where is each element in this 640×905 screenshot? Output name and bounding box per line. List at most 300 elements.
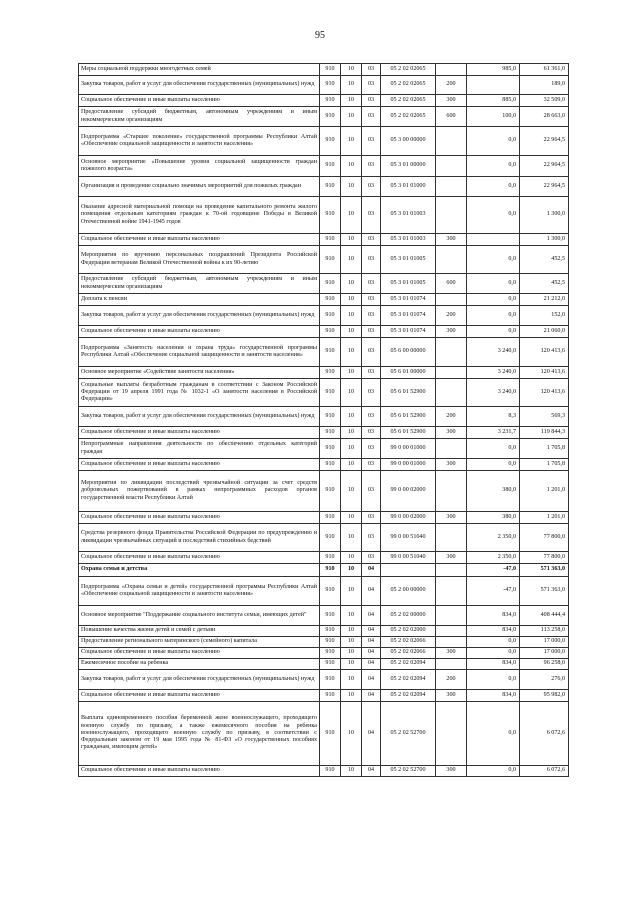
expense-name-cell: Охрана семьи и детства <box>79 564 320 577</box>
table-row <box>79 107 569 127</box>
table-row <box>79 156 569 177</box>
ministry-code-cell: 910 <box>320 659 341 670</box>
expense-type-cell <box>436 702 467 766</box>
total-sum-cell: 77 800,0 <box>520 552 569 564</box>
expense-type-cell: 200 <box>436 306 467 326</box>
subsection-code-cell: 03 <box>362 156 381 177</box>
total-sum-cell: 120 413,6 <box>520 367 569 379</box>
subsection-code-cell: 03 <box>362 427 381 439</box>
expense-type-cell <box>436 379 467 407</box>
expense-name-cell: Подпрограмма «Охрана семьи и детей» государственной программы Республики Алтай «Обеспечение социальной защищенности и занятости населения» <box>79 577 320 606</box>
subsection-code-cell: 04 <box>362 659 381 670</box>
subsection-code-cell: 03 <box>362 197 381 234</box>
expense-type-cell <box>436 471 467 512</box>
target-article-cell: 05 2 02 02094 <box>381 659 436 670</box>
target-article-cell: 05 2 02 02094 <box>381 690 436 702</box>
total-sum-cell: 22 964,5 <box>520 156 569 177</box>
expense-type-cell: 200 <box>436 670 467 690</box>
table-row <box>79 379 569 407</box>
table-row <box>79 766 569 777</box>
subsection-code-cell: 03 <box>362 471 381 512</box>
ministry-code-cell: 910 <box>320 177 341 197</box>
ministry-code-cell: 910 <box>320 246 341 274</box>
section-code-cell: 10 <box>341 702 362 766</box>
amendment-sum-cell <box>467 234 520 246</box>
expense-name-cell: Закупка товаров, работ и услуг для обеспечения государственных (муниципальных) нужд <box>79 306 320 326</box>
expense-name-cell: Повышение качества жизни детей и семей с детьми <box>79 626 320 637</box>
expense-type-cell <box>436 177 467 197</box>
amendment-sum-cell: 834,0 <box>467 690 520 702</box>
amendment-sum-cell: 380,0 <box>467 512 520 524</box>
expense-name-cell: Закупка товаров, работ и услуг для обеспечения государственных (муниципальных) нужд <box>79 670 320 690</box>
expense-name-cell: Основное мероприятие "Поддержание социального института семьи, имеющих детей" <box>79 606 320 626</box>
subsection-code-cell: 04 <box>362 637 381 648</box>
target-article-cell: 05 6 01 00000 <box>381 367 436 379</box>
table-row <box>79 177 569 197</box>
total-sum-cell: 96 258,0 <box>520 659 569 670</box>
section-code-cell: 10 <box>341 439 362 459</box>
section-code-cell: 10 <box>341 690 362 702</box>
subsection-code-cell: 03 <box>362 439 381 459</box>
table-row <box>79 471 569 512</box>
amendment-sum-cell: 3 240,0 <box>467 338 520 367</box>
subsection-code-cell: 03 <box>362 459 381 471</box>
budget-table <box>78 63 569 777</box>
section-code-cell: 10 <box>341 459 362 471</box>
total-sum-cell: 28 663,0 <box>520 107 569 127</box>
table-row <box>79 690 569 702</box>
amendment-sum-cell: 0,0 <box>467 702 520 766</box>
expense-type-cell: 600 <box>436 274 467 294</box>
subsection-code-cell: 03 <box>362 76 381 95</box>
expense-type-cell <box>436 64 467 76</box>
section-code-cell: 10 <box>341 294 362 306</box>
amendment-sum-cell: 0,0 <box>467 294 520 306</box>
total-sum-cell: 1 705,8 <box>520 439 569 459</box>
total-sum-cell: 22 964,5 <box>520 127 569 156</box>
expense-type-cell: 200 <box>436 76 467 95</box>
total-sum-cell: 120 413,6 <box>520 379 569 407</box>
section-code-cell: 10 <box>341 367 362 379</box>
expense-type-cell: 300 <box>436 552 467 564</box>
subsection-code-cell: 03 <box>362 234 381 246</box>
expense-name-cell: Мероприятия по ликвидации последствий чрезвычайной ситуации за счет средств добровольных пожертвований в рамках непрограммных расходов органов государственной власти Республики Алтай <box>79 471 320 512</box>
ministry-code-cell: 910 <box>320 338 341 367</box>
section-code-cell: 10 <box>341 338 362 367</box>
ministry-code-cell: 910 <box>320 459 341 471</box>
amendment-sum-cell: 0,0 <box>467 156 520 177</box>
target-article-cell: 05 3 01 01005 <box>381 274 436 294</box>
total-sum-cell: 61 361,0 <box>520 64 569 76</box>
target-article-cell: 05 3 01 01005 <box>381 246 436 274</box>
ministry-code-cell: 910 <box>320 427 341 439</box>
target-article-cell: 05 3 01 01074 <box>381 306 436 326</box>
amendment-sum-cell: 0,0 <box>467 439 520 459</box>
target-article-cell: 99 0 00 51040 <box>381 552 436 564</box>
expense-type-cell: 300 <box>436 459 467 471</box>
subsection-code-cell: 03 <box>362 294 381 306</box>
section-code-cell: 10 <box>341 156 362 177</box>
expense-type-cell <box>436 659 467 670</box>
expense-type-cell <box>436 367 467 379</box>
total-sum-cell: 152,0 <box>520 306 569 326</box>
table-row <box>79 234 569 246</box>
expense-name-cell: Основное мероприятие «Повышение уровня социальной защищенности граждан пожилого возраста» <box>79 156 320 177</box>
section-code-cell: 10 <box>341 95 362 107</box>
amendment-sum-cell: -47,0 <box>467 564 520 577</box>
expense-type-cell <box>436 577 467 606</box>
section-code-cell: 10 <box>341 107 362 127</box>
section-code-cell: 10 <box>341 76 362 95</box>
ministry-code-cell: 910 <box>320 552 341 564</box>
amendment-sum-cell: 0,0 <box>467 637 520 648</box>
expense-type-cell <box>436 626 467 637</box>
expense-type-cell: 300 <box>436 326 467 338</box>
section-code-cell: 10 <box>341 234 362 246</box>
section-code-cell: 10 <box>341 326 362 338</box>
ministry-code-cell: 910 <box>320 294 341 306</box>
target-article-cell: 05 2 00 00000 <box>381 577 436 606</box>
expense-name-cell: Предоставление регионального материнского (семейного) капитала <box>79 637 320 648</box>
target-article-cell: 05 3 00 00000 <box>381 127 436 156</box>
section-code-cell: 10 <box>341 637 362 648</box>
table-row <box>79 427 569 439</box>
amendment-sum-cell: 0,0 <box>467 670 520 690</box>
expense-name-cell: Непрограммные направления деятельности по обеспечению отдельных категорий граждан <box>79 439 320 459</box>
expense-name-cell: Средства резервного фонда Правительства Российской Федерации по предупреждению и ликвидации чрезвычайных ситуаций и последствий стихийных бедствий <box>79 524 320 552</box>
table-row <box>79 76 569 95</box>
subsection-code-cell: 04 <box>362 564 381 577</box>
expense-type-cell: 300 <box>436 95 467 107</box>
expense-type-cell: 300 <box>436 512 467 524</box>
amendment-sum-cell: 0,0 <box>467 648 520 659</box>
amendment-sum-cell: 0,0 <box>467 274 520 294</box>
expense-name-cell: Социальное обеспечение и иные выплаты населению <box>79 512 320 524</box>
subsection-code-cell: 03 <box>362 407 381 427</box>
table-row <box>79 367 569 379</box>
table-row <box>79 274 569 294</box>
table-row <box>79 606 569 626</box>
target-article-cell <box>381 564 436 577</box>
total-sum-cell: 21 212,0 <box>520 294 569 306</box>
total-sum-cell: 21 060,0 <box>520 326 569 338</box>
total-sum-cell: 1 201,0 <box>520 512 569 524</box>
expense-name-cell: Подпрограмма «Старшее поколение» государственной программы Республики Алтай «Обеспечение социальной защищенности и занятости населения» <box>79 127 320 156</box>
expense-name-cell: Социальное обеспечение и иные выплаты населению <box>79 690 320 702</box>
target-article-cell: 05 2 02 52700 <box>381 702 436 766</box>
ministry-code-cell: 910 <box>320 606 341 626</box>
section-code-cell: 10 <box>341 246 362 274</box>
ministry-code-cell: 910 <box>320 274 341 294</box>
ministry-code-cell: 910 <box>320 670 341 690</box>
subsection-code-cell: 03 <box>362 127 381 156</box>
amendment-sum-cell: 380,0 <box>467 471 520 512</box>
section-code-cell: 10 <box>341 379 362 407</box>
expense-type-cell <box>436 338 467 367</box>
table-row <box>79 95 569 107</box>
table-row <box>79 524 569 552</box>
amendment-sum-cell: 885,0 <box>467 95 520 107</box>
amendment-sum-cell: -47,0 <box>467 577 520 606</box>
expense-type-cell <box>436 439 467 459</box>
section-code-cell: 10 <box>341 577 362 606</box>
amendment-sum-cell: 3 240,0 <box>467 367 520 379</box>
ministry-code-cell: 910 <box>320 107 341 127</box>
total-sum-cell: 22 964,5 <box>520 177 569 197</box>
target-article-cell: 99 0 00 01000 <box>381 439 436 459</box>
page-number: 95 <box>315 30 325 41</box>
total-sum-cell: 1 705,8 <box>520 459 569 471</box>
ministry-code-cell: 910 <box>320 367 341 379</box>
target-article-cell: 05 2 02 02065 <box>381 95 436 107</box>
table-row <box>79 702 569 766</box>
total-sum-cell: 6 072,6 <box>520 702 569 766</box>
ministry-code-cell: 910 <box>320 471 341 512</box>
expense-name-cell: Социальные выплаты безработным гражданам в соответствии с Законом Российской Федерации от 19 апреля 1991 года № 1032-1 «О занятости населения в Российской Федерации» <box>79 379 320 407</box>
section-code-cell: 10 <box>341 306 362 326</box>
table-row <box>79 294 569 306</box>
target-article-cell: 05 2 02 02000 <box>381 626 436 637</box>
expense-name-cell: Оказание адресной материальной помощи на проведение капитального ремонта жилого помещения отдельным категориям граждан к 70-ой годовщине Победы в Великой Отечественной войне 1941-1945 годов <box>79 197 320 234</box>
subsection-code-cell: 03 <box>362 64 381 76</box>
amendment-sum-cell: 834,0 <box>467 659 520 670</box>
expense-type-cell: 300 <box>436 427 467 439</box>
total-sum-cell: 571 363,0 <box>520 564 569 577</box>
section-code-cell: 10 <box>341 127 362 156</box>
expense-name-cell: Социальное обеспечение и иные выплаты населению <box>79 766 320 777</box>
table-row <box>79 459 569 471</box>
expense-name-cell: Социальное обеспечение и иные выплаты населению <box>79 459 320 471</box>
subsection-code-cell: 03 <box>362 274 381 294</box>
expense-type-cell <box>436 156 467 177</box>
ministry-code-cell: 910 <box>320 690 341 702</box>
total-sum-cell: 1 201,0 <box>520 471 569 512</box>
table-row <box>79 564 569 577</box>
ministry-code-cell: 910 <box>320 326 341 338</box>
total-sum-cell: 569,3 <box>520 407 569 427</box>
target-article-cell: 05 2 02 00000 <box>381 606 436 626</box>
table-row <box>79 648 569 659</box>
amendment-sum-cell: 0,0 <box>467 766 520 777</box>
subsection-code-cell: 03 <box>362 246 381 274</box>
target-article-cell: 05 2 02 02066 <box>381 648 436 659</box>
section-code-cell: 10 <box>341 766 362 777</box>
target-article-cell: 99 0 00 02000 <box>381 471 436 512</box>
total-sum-cell: 32 509,0 <box>520 95 569 107</box>
target-article-cell: 05 3 01 00000 <box>381 156 436 177</box>
ministry-code-cell: 910 <box>320 524 341 552</box>
target-article-cell: 99 0 00 02000 <box>381 512 436 524</box>
target-article-cell: 05 3 01 01003 <box>381 234 436 246</box>
expense-name-cell: Закупка товаров, работ и услуг для обеспечения государственных (муниципальных) нужд <box>79 407 320 427</box>
expense-name-cell: Организация и проведение социально значимых мероприятий для пожилых граждан <box>79 177 320 197</box>
amendment-sum-cell: 3 240,0 <box>467 379 520 407</box>
section-code-cell: 10 <box>341 670 362 690</box>
expense-type-cell: 300 <box>436 648 467 659</box>
ministry-code-cell: 910 <box>320 76 341 95</box>
table-row <box>79 626 569 637</box>
target-article-cell: 05 6 01 52900 <box>381 407 436 427</box>
table-row <box>79 577 569 606</box>
target-article-cell: 05 2 02 02065 <box>381 64 436 76</box>
target-article-cell: 05 6 01 52900 <box>381 379 436 407</box>
ministry-code-cell: 910 <box>320 306 341 326</box>
target-article-cell: 05 2 02 52700 <box>381 766 436 777</box>
total-sum-cell: 1 300,0 <box>520 197 569 234</box>
table-row <box>79 326 569 338</box>
expense-type-cell <box>436 127 467 156</box>
total-sum-cell: 95 982,0 <box>520 690 569 702</box>
amendment-sum-cell: 0,0 <box>467 177 520 197</box>
ministry-code-cell: 910 <box>320 95 341 107</box>
amendment-sum-cell: 985,0 <box>467 64 520 76</box>
target-article-cell: 05 3 01 01074 <box>381 294 436 306</box>
expense-type-cell <box>436 606 467 626</box>
expense-name-cell: Социальное обеспечение и иные выплаты населению <box>79 326 320 338</box>
expense-type-cell <box>436 246 467 274</box>
target-article-cell: 99 0 00 01000 <box>381 459 436 471</box>
section-code-cell: 10 <box>341 64 362 76</box>
table-row <box>79 439 569 459</box>
table-row <box>79 407 569 427</box>
section-code-cell: 10 <box>341 552 362 564</box>
expense-type-cell <box>436 197 467 234</box>
section-code-cell: 10 <box>341 427 362 439</box>
target-article-cell: 05 3 01 01000 <box>381 177 436 197</box>
expense-name-cell: Социальное обеспечение и иные выплаты населению <box>79 95 320 107</box>
subsection-code-cell: 03 <box>362 367 381 379</box>
expense-type-cell: 300 <box>436 766 467 777</box>
section-code-cell: 10 <box>341 606 362 626</box>
section-code-cell: 10 <box>341 659 362 670</box>
subsection-code-cell: 03 <box>362 306 381 326</box>
expense-type-cell: 300 <box>436 234 467 246</box>
target-article-cell: 99 0 00 51040 <box>381 524 436 552</box>
subsection-code-cell: 04 <box>362 577 381 606</box>
table-row <box>79 512 569 524</box>
ministry-code-cell: 910 <box>320 702 341 766</box>
subsection-code-cell: 03 <box>362 95 381 107</box>
table-row <box>79 64 569 76</box>
amendment-sum-cell: 2 350,0 <box>467 552 520 564</box>
amendment-sum-cell: 0,0 <box>467 306 520 326</box>
target-article-cell: 05 3 01 01074 <box>381 326 436 338</box>
table-row <box>79 197 569 234</box>
total-sum-cell: 1 300,0 <box>520 234 569 246</box>
section-code-cell: 10 <box>341 407 362 427</box>
section-code-cell: 10 <box>341 524 362 552</box>
expense-name-cell: Мероприятия по вручению персональных поздравлений Президента Российской Федерации ветеранам Великой Отечественной войны к их 90-летию <box>79 246 320 274</box>
total-sum-cell: 17 000,0 <box>520 648 569 659</box>
amendment-sum-cell: 0,0 <box>467 326 520 338</box>
target-article-cell: 05 2 02 02065 <box>381 107 436 127</box>
amendment-sum-cell: 3 231,7 <box>467 427 520 439</box>
ministry-code-cell: 910 <box>320 197 341 234</box>
total-sum-cell: 189,0 <box>520 76 569 95</box>
expense-type-cell <box>436 564 467 577</box>
expense-type-cell <box>436 637 467 648</box>
total-sum-cell: 119 844,3 <box>520 427 569 439</box>
ministry-code-cell: 910 <box>320 564 341 577</box>
expense-name-cell: Меры социальной поддержки многодетных семей <box>79 64 320 76</box>
section-code-cell: 10 <box>341 648 362 659</box>
target-article-cell: 05 6 01 52900 <box>381 427 436 439</box>
amendment-sum-cell: 0,0 <box>467 127 520 156</box>
amendment-sum-cell <box>467 76 520 95</box>
target-article-cell: 05 2 02 02065 <box>381 76 436 95</box>
section-code-cell: 10 <box>341 274 362 294</box>
ministry-code-cell: 910 <box>320 407 341 427</box>
amendment-sum-cell: 0,0 <box>467 246 520 274</box>
section-code-cell: 10 <box>341 564 362 577</box>
subsection-code-cell: 04 <box>362 702 381 766</box>
amendment-sum-cell: 8,3 <box>467 407 520 427</box>
ministry-code-cell: 910 <box>320 127 341 156</box>
table-row <box>79 659 569 670</box>
ministry-code-cell: 910 <box>320 64 341 76</box>
expense-name-cell: Социальное обеспечение и иные выплаты населению <box>79 552 320 564</box>
section-code-cell: 10 <box>341 177 362 197</box>
table-row <box>79 637 569 648</box>
total-sum-cell: 452,5 <box>520 246 569 274</box>
total-sum-cell: 77 800,0 <box>520 524 569 552</box>
table-row <box>79 246 569 274</box>
ministry-code-cell: 910 <box>320 156 341 177</box>
amendment-sum-cell: 100,0 <box>467 107 520 127</box>
expense-name-cell: Социальное обеспечение и иные выплаты населению <box>79 234 320 246</box>
section-code-cell: 10 <box>341 512 362 524</box>
amendment-sum-cell: 0,0 <box>467 459 520 471</box>
amendment-sum-cell: 0,0 <box>467 197 520 234</box>
total-sum-cell: 408 444,4 <box>520 606 569 626</box>
subsection-code-cell: 04 <box>362 648 381 659</box>
expense-name-cell: Предоставление субсидий бюджетным, автономным учреждениям и иным некоммерческим организациям <box>79 107 320 127</box>
table-row <box>79 552 569 564</box>
ministry-code-cell: 910 <box>320 626 341 637</box>
ministry-code-cell: 910 <box>320 766 341 777</box>
expense-name-cell: Социальное обеспечение и иные выплаты населению <box>79 427 320 439</box>
amendment-sum-cell: 834,0 <box>467 626 520 637</box>
subsection-code-cell: 03 <box>362 177 381 197</box>
subsection-code-cell: 03 <box>362 338 381 367</box>
expense-type-cell <box>436 524 467 552</box>
subsection-code-cell: 04 <box>362 670 381 690</box>
section-code-cell: 10 <box>341 197 362 234</box>
expense-name-cell: Предоставление субсидий бюджетным, автономным учреждениям и иным некоммерческим организациям <box>79 274 320 294</box>
table-row <box>79 306 569 326</box>
section-code-cell: 10 <box>341 471 362 512</box>
expense-type-cell <box>436 294 467 306</box>
subsection-code-cell: 04 <box>362 606 381 626</box>
expense-name-cell: Социальное обеспечение и иные выплаты населению <box>79 648 320 659</box>
total-sum-cell: 120 413,6 <box>520 338 569 367</box>
total-sum-cell: 17 000,0 <box>520 637 569 648</box>
subsection-code-cell: 04 <box>362 766 381 777</box>
target-article-cell: 05 2 02 02094 <box>381 670 436 690</box>
ministry-code-cell: 910 <box>320 439 341 459</box>
section-code-cell: 10 <box>341 626 362 637</box>
subsection-code-cell: 04 <box>362 626 381 637</box>
table-row <box>79 338 569 367</box>
expense-name-cell: Доплата к пенсии <box>79 294 320 306</box>
expense-name-cell: Выплата единовременного пособия беременной жене военнослужащего, проходящего военную службу по призыву, а также ежемесячного пособия на ребенка военнослужащего, проходящего военную службу по призыву, в соответствии с Федеральным законом от 19 мая 1995 года № 81-ФЗ «О государственных пособиях гражданам, имеющим детей» <box>79 702 320 766</box>
ministry-code-cell: 910 <box>320 577 341 606</box>
total-sum-cell: 6 072,6 <box>520 766 569 777</box>
subsection-code-cell: 03 <box>362 326 381 338</box>
ministry-code-cell: 910 <box>320 512 341 524</box>
subsection-code-cell: 04 <box>362 690 381 702</box>
subsection-code-cell: 03 <box>362 524 381 552</box>
